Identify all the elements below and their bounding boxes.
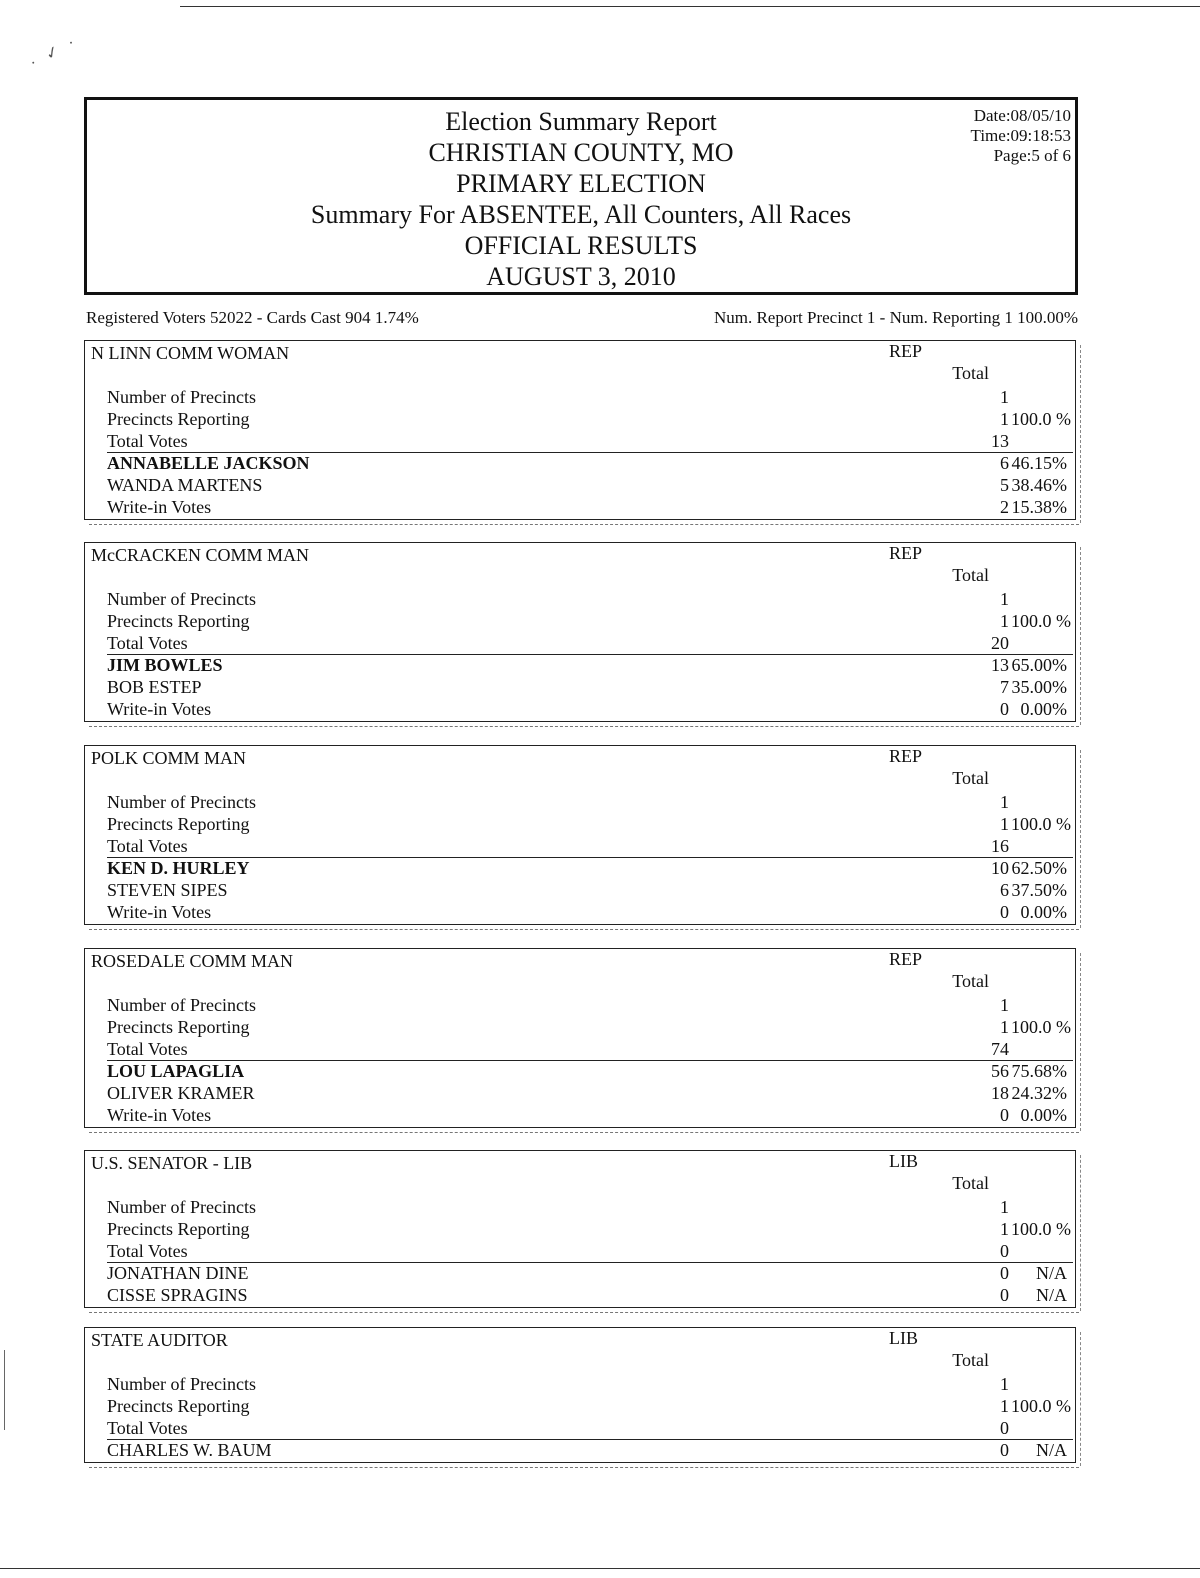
race-title: ROSEDALE COMM MAN: [91, 951, 294, 971]
stat-value: 0: [1000, 1418, 1009, 1438]
stat-row: [107, 633, 1067, 655]
stat-row: [107, 387, 1067, 409]
candidate-votes: 0: [1000, 902, 1009, 922]
candidate-percent: 15.38%: [1011, 497, 1067, 517]
header-line-official: OFFICIAL RESULTS: [464, 231, 698, 260]
candidate-votes: 10: [991, 858, 1009, 878]
stat-value: 1: [1000, 814, 1009, 834]
precinct-reporting: Num. Report Precinct 1 - Num. Reporting 1 100.00%: [713, 308, 1078, 327]
stat-row: [107, 792, 1067, 814]
stat-value: 1: [1000, 589, 1009, 609]
report-meta: [971, 106, 1071, 166]
candidate-name: Write-in Votes: [107, 699, 212, 719]
candidate-votes: 0: [1000, 1440, 1009, 1460]
candidate-row: [107, 699, 1067, 721]
candidate-percent: 38.46%: [1011, 475, 1067, 495]
stat-label: Total Votes: [107, 431, 188, 451]
candidate-row: [107, 1083, 1067, 1105]
candidate-name: ANNABELLE JACKSON: [107, 453, 310, 473]
top-scan-line: [180, 6, 1200, 7]
candidate-name: OLIVER KRAMER: [107, 1083, 255, 1103]
race-party: REP: [889, 543, 923, 563]
stat-row: [107, 409, 1071, 431]
stat-label: Precincts Reporting: [107, 1017, 250, 1037]
stat-row: [107, 1241, 1067, 1263]
total-column-header: Total: [952, 1350, 989, 1370]
race-title: U.S. SENATOR - LIB: [91, 1153, 253, 1173]
candidate-percent: 62.50%: [1011, 858, 1067, 878]
candidate-percent: 65.00%: [1011, 655, 1067, 675]
stat-percent: 100.0 %: [1011, 814, 1071, 834]
stat-label: Number of Precincts: [107, 1197, 256, 1217]
candidate-percent: N/A: [1036, 1285, 1067, 1305]
stat-label: Number of Precincts: [107, 792, 256, 812]
candidate-percent: N/A: [1036, 1263, 1067, 1283]
race-title: N LINN COMM WOMAN: [91, 343, 290, 363]
candidate-name: JONATHAN DINE: [107, 1263, 249, 1283]
stat-value: 20: [991, 633, 1009, 653]
candidate-row: [107, 497, 1067, 519]
race-block: [84, 1327, 1076, 1463]
stat-label: Total Votes: [107, 633, 188, 653]
stat-value: 1: [1000, 1374, 1009, 1394]
candidate-votes: 6: [1000, 453, 1009, 473]
candidate-name: STEVEN SIPES: [107, 880, 228, 900]
candidate-votes: 2: [1000, 497, 1009, 517]
stat-value: 1: [1000, 409, 1009, 429]
race-block: [84, 542, 1076, 722]
stat-row: [107, 814, 1071, 836]
bottom-scan-line: [0, 1568, 1200, 1569]
total-column-header: Total: [952, 768, 989, 788]
stat-label: Total Votes: [107, 1241, 188, 1261]
stat-label: Precincts Reporting: [107, 611, 250, 631]
candidate-row: [107, 1105, 1067, 1127]
candidate-votes: 13: [991, 655, 1009, 675]
stat-label: Number of Precincts: [107, 1374, 256, 1394]
stat-value: 74: [991, 1039, 1009, 1059]
report-header-title: [87, 106, 1075, 292]
stat-row: [107, 431, 1067, 453]
stat-label: Precincts Reporting: [107, 1219, 250, 1239]
race-block: [84, 745, 1076, 925]
stat-row: [107, 1418, 1067, 1440]
stat-value: 1: [1000, 995, 1009, 1015]
candidate-votes: 18: [991, 1083, 1009, 1103]
header-line-report: Election Summary Report: [445, 107, 717, 136]
report-time: Time:09:18:53: [970, 126, 1071, 145]
stat-row: [107, 1039, 1067, 1061]
candidate-votes: 56: [991, 1061, 1009, 1081]
candidate-votes: 0: [1000, 1105, 1009, 1125]
candidate-row: [107, 1263, 1067, 1285]
total-column-header: Total: [952, 363, 989, 383]
candidate-name: Write-in Votes: [107, 1105, 212, 1125]
stat-value: 0: [1000, 1241, 1009, 1261]
candidate-name: Write-in Votes: [107, 902, 212, 922]
total-column-header: Total: [952, 1173, 989, 1193]
race-party: REP: [889, 341, 923, 361]
candidate-percent: 35.00%: [1011, 677, 1067, 697]
scan-edge-marks: [4, 1350, 7, 1430]
race-title: STATE AUDITOR: [91, 1330, 228, 1350]
header-line-election: PRIMARY ELECTION: [456, 169, 706, 198]
race-block: [84, 340, 1076, 520]
stat-row: [107, 1197, 1067, 1219]
candidate-row: [107, 858, 1067, 880]
candidate-votes: 0: [1000, 1263, 1009, 1283]
stat-percent: 100.0 %: [1011, 1017, 1071, 1037]
candidate-row: [107, 1440, 1067, 1462]
candidate-percent: 24.32%: [1011, 1083, 1067, 1103]
stat-value: 1: [1000, 792, 1009, 812]
stat-row: [107, 589, 1067, 611]
stat-percent: 100.0 %: [1011, 611, 1071, 631]
stat-label: Precincts Reporting: [107, 1396, 250, 1416]
header-line-summary: Summary For ABSENTEE, All Counters, All Races: [310, 200, 852, 229]
race-party: REP: [889, 746, 923, 766]
race-title: McCRACKEN COMM MAN: [91, 545, 310, 565]
registered-voters: Registered Voters 52022 - Cards Cast 904 1.74%: [86, 308, 419, 327]
candidate-row: [107, 880, 1067, 902]
stat-value: 1: [1000, 611, 1009, 631]
stat-row: [107, 611, 1071, 633]
race-block: [84, 1150, 1076, 1308]
candidate-row: [107, 1285, 1067, 1307]
candidate-percent: N/A: [1036, 1440, 1067, 1460]
scan-marks: · ✓ ·: [27, 32, 82, 73]
candidate-percent: 75.68%: [1011, 1061, 1067, 1081]
candidate-name: LOU LAPAGLIA: [107, 1061, 245, 1081]
candidate-votes: 7: [1000, 677, 1009, 697]
candidate-percent: 0.00%: [1020, 1105, 1067, 1125]
stat-value: 13: [991, 431, 1009, 451]
stat-row: [107, 1396, 1071, 1418]
stat-value: 1: [1000, 1017, 1009, 1037]
race-block: [84, 948, 1076, 1128]
stat-percent: 100.0 %: [1011, 409, 1071, 429]
candidate-percent: 0.00%: [1020, 902, 1067, 922]
candidate-name: BOB ESTEP: [107, 677, 202, 697]
race-party: LIB: [889, 1151, 918, 1171]
candidate-row: [107, 655, 1067, 677]
candidate-name: WANDA MARTENS: [107, 475, 263, 495]
stat-row: [107, 995, 1067, 1017]
race-party: LIB: [889, 1328, 918, 1348]
stat-label: Total Votes: [107, 1418, 188, 1438]
stat-row: [107, 1017, 1071, 1039]
stat-label: Number of Precincts: [107, 387, 256, 407]
stat-row: [107, 836, 1067, 858]
stat-value: 1: [1000, 1197, 1009, 1217]
candidate-name: CISSE SPRAGINS: [107, 1285, 248, 1305]
candidate-percent: 0.00%: [1020, 699, 1067, 719]
candidate-percent: 46.15%: [1011, 453, 1067, 473]
stat-label: Precincts Reporting: [107, 814, 250, 834]
report-header: [84, 97, 1078, 295]
stat-value: 1: [1000, 387, 1009, 407]
stat-value: 16: [991, 836, 1009, 856]
candidate-name: Write-in Votes: [107, 497, 212, 517]
stat-percent: 100.0 %: [1011, 1219, 1071, 1239]
stat-label: Total Votes: [107, 1039, 188, 1059]
candidate-row: [107, 677, 1067, 699]
stat-value: 1: [1000, 1219, 1009, 1239]
candidate-row: [107, 1061, 1067, 1083]
candidate-votes: 5: [1000, 475, 1009, 495]
candidate-name: JIM BOWLES: [107, 655, 223, 675]
race-party: REP: [889, 949, 923, 969]
race-title: POLK COMM MAN: [91, 748, 247, 768]
candidate-name: CHARLES W. BAUM: [107, 1440, 272, 1460]
candidate-name: KEN D. HURLEY: [107, 858, 250, 878]
candidate-row: [107, 902, 1067, 924]
total-column-header: Total: [952, 971, 989, 991]
candidate-votes: 6: [1000, 880, 1009, 900]
candidate-row: [107, 453, 1067, 475]
candidate-votes: 0: [1000, 1285, 1009, 1305]
stat-row: [107, 1219, 1071, 1241]
stat-label: Total Votes: [107, 836, 188, 856]
candidate-row: [107, 475, 1067, 497]
stat-value: 1: [1000, 1396, 1009, 1416]
candidate-percent: 37.50%: [1011, 880, 1067, 900]
report-date: Date:08/05/10: [973, 106, 1071, 125]
header-line-county: CHRISTIAN COUNTY, MO: [428, 138, 734, 167]
stat-label: Number of Precincts: [107, 589, 256, 609]
report-page: Page:5 of 6: [993, 146, 1071, 165]
stat-percent: 100.0 %: [1011, 1396, 1071, 1416]
stat-row: [107, 1374, 1067, 1396]
total-column-header: Total: [952, 565, 989, 585]
candidate-votes: 0: [1000, 699, 1009, 719]
stat-label: Precincts Reporting: [107, 409, 250, 429]
header-line-date: AUGUST 3, 2010: [486, 262, 676, 291]
stat-label: Number of Precincts: [107, 995, 256, 1015]
